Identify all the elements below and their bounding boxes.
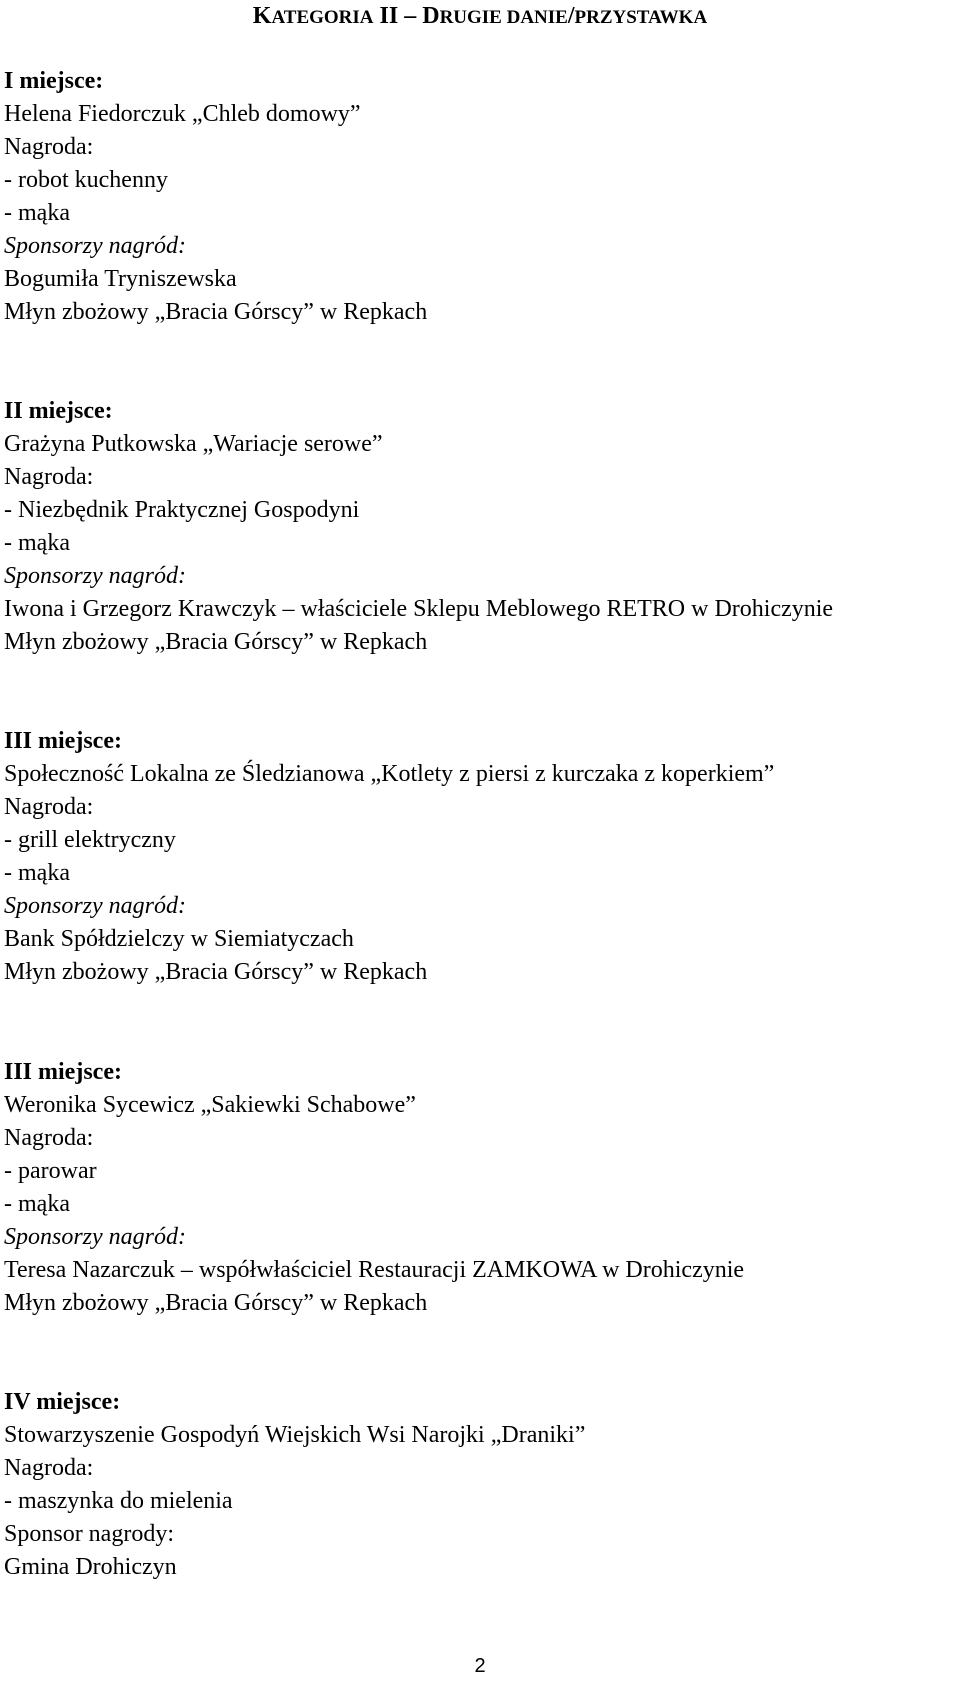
sponsor-item: Bogumiła Tryniszewska (4, 266, 237, 292)
place-heading: II miejsce: (4, 398, 113, 424)
title-d: D (422, 3, 440, 29)
prize-item: - mąka (4, 200, 70, 226)
entry-text: Społeczność Lokalna ze Śledzianowa „Kotlety z piersi z kurczaka z koperkiem” (4, 761, 775, 787)
prize-item: - robot kuchenny (4, 167, 168, 193)
sponsor-item: Młyn zbożowy „Bracia Górscy” w Repkach (4, 299, 428, 325)
sponsors-label: Sponsorzy nagród: (4, 233, 187, 259)
entry-text: Helena Fiedorczuk „Chleb domowy” (4, 101, 361, 127)
entry-text: Stowarzyszenie Gospodyń Wiejskich Wsi Narojki „Draniki” (4, 1422, 586, 1448)
sponsor-item: Młyn zbożowy „Bracia Górscy” w Repkach (4, 1290, 428, 1316)
sponsor-item: Bank Spółdzielczy w Siemiatyczach (4, 926, 354, 952)
sponsors-label: Sponsorzy nagród: (4, 563, 187, 589)
place-section-2 (4, 395, 954, 659)
prize-label: Nagroda: (4, 1455, 94, 1481)
sponsor-item: Gmina Drohiczyn (4, 1554, 177, 1580)
title-k: K (252, 3, 272, 29)
prize-label: Nagroda: (4, 794, 94, 820)
title-roman: II – (373, 3, 423, 29)
place-section-3 (4, 725, 954, 989)
prize-item: - Niezbędnik Praktycznej Gospodyni (4, 497, 360, 523)
prize-label: Nagroda: (4, 464, 94, 490)
place-section-1 (4, 65, 954, 329)
entry-text: Grażyna Putkowska „Wariacje serowe” (4, 431, 383, 457)
prize-item: - mąka (4, 1191, 70, 1217)
sponsors-label: Sponsorzy nagród: (4, 1224, 187, 1250)
place-heading: III miejsce: (4, 1059, 122, 1085)
sponsor-item: Teresa Nazarczuk – współwłaściciel Restauracji ZAMKOWA w Drohiczynie (4, 1257, 745, 1283)
prize-label: Nagroda: (4, 1125, 94, 1151)
sponsor-item: Iwona i Grzegorz Krawczyk – właściciele Sklepu Meblowego RETRO w Drohiczynie (4, 596, 834, 622)
prize-item: - maszynka do mielenia (4, 1488, 233, 1514)
prize-item: - parowar (4, 1158, 97, 1184)
place-section-5 (4, 1386, 954, 1584)
sponsors-label: Sponsorzy nagród: (4, 893, 187, 919)
sponsors-label: Sponsor nagrody: (4, 1521, 174, 1547)
title-przystawka: PRZYSTAWKA (574, 7, 708, 28)
category-title (0, 0, 960, 34)
sponsor-item: Młyn zbożowy „Bracia Górscy” w Repkach (4, 959, 428, 985)
place-heading: IV miejsce: (4, 1389, 121, 1415)
sponsor-item: Młyn zbożowy „Bracia Górscy” w Repkach (4, 629, 428, 655)
prize-item: - mąka (4, 860, 70, 886)
place-heading: III miejsce: (4, 728, 122, 754)
prize-label: Nagroda: (4, 134, 94, 160)
page-number: 2 (474, 1655, 486, 1677)
prize-item: - grill elektryczny (4, 827, 176, 853)
prize-item: - mąka (4, 530, 70, 556)
title-rugie-danie: RUGIE DANIE (439, 7, 568, 28)
entry-text: Weronika Sycewicz „Sakiewki Schabowe” (4, 1092, 416, 1118)
place-heading: I miejsce: (4, 68, 104, 94)
place-section-4 (4, 1056, 954, 1320)
title-ategoria: ATEGORIA (271, 7, 374, 28)
title-slash: / (567, 3, 575, 29)
